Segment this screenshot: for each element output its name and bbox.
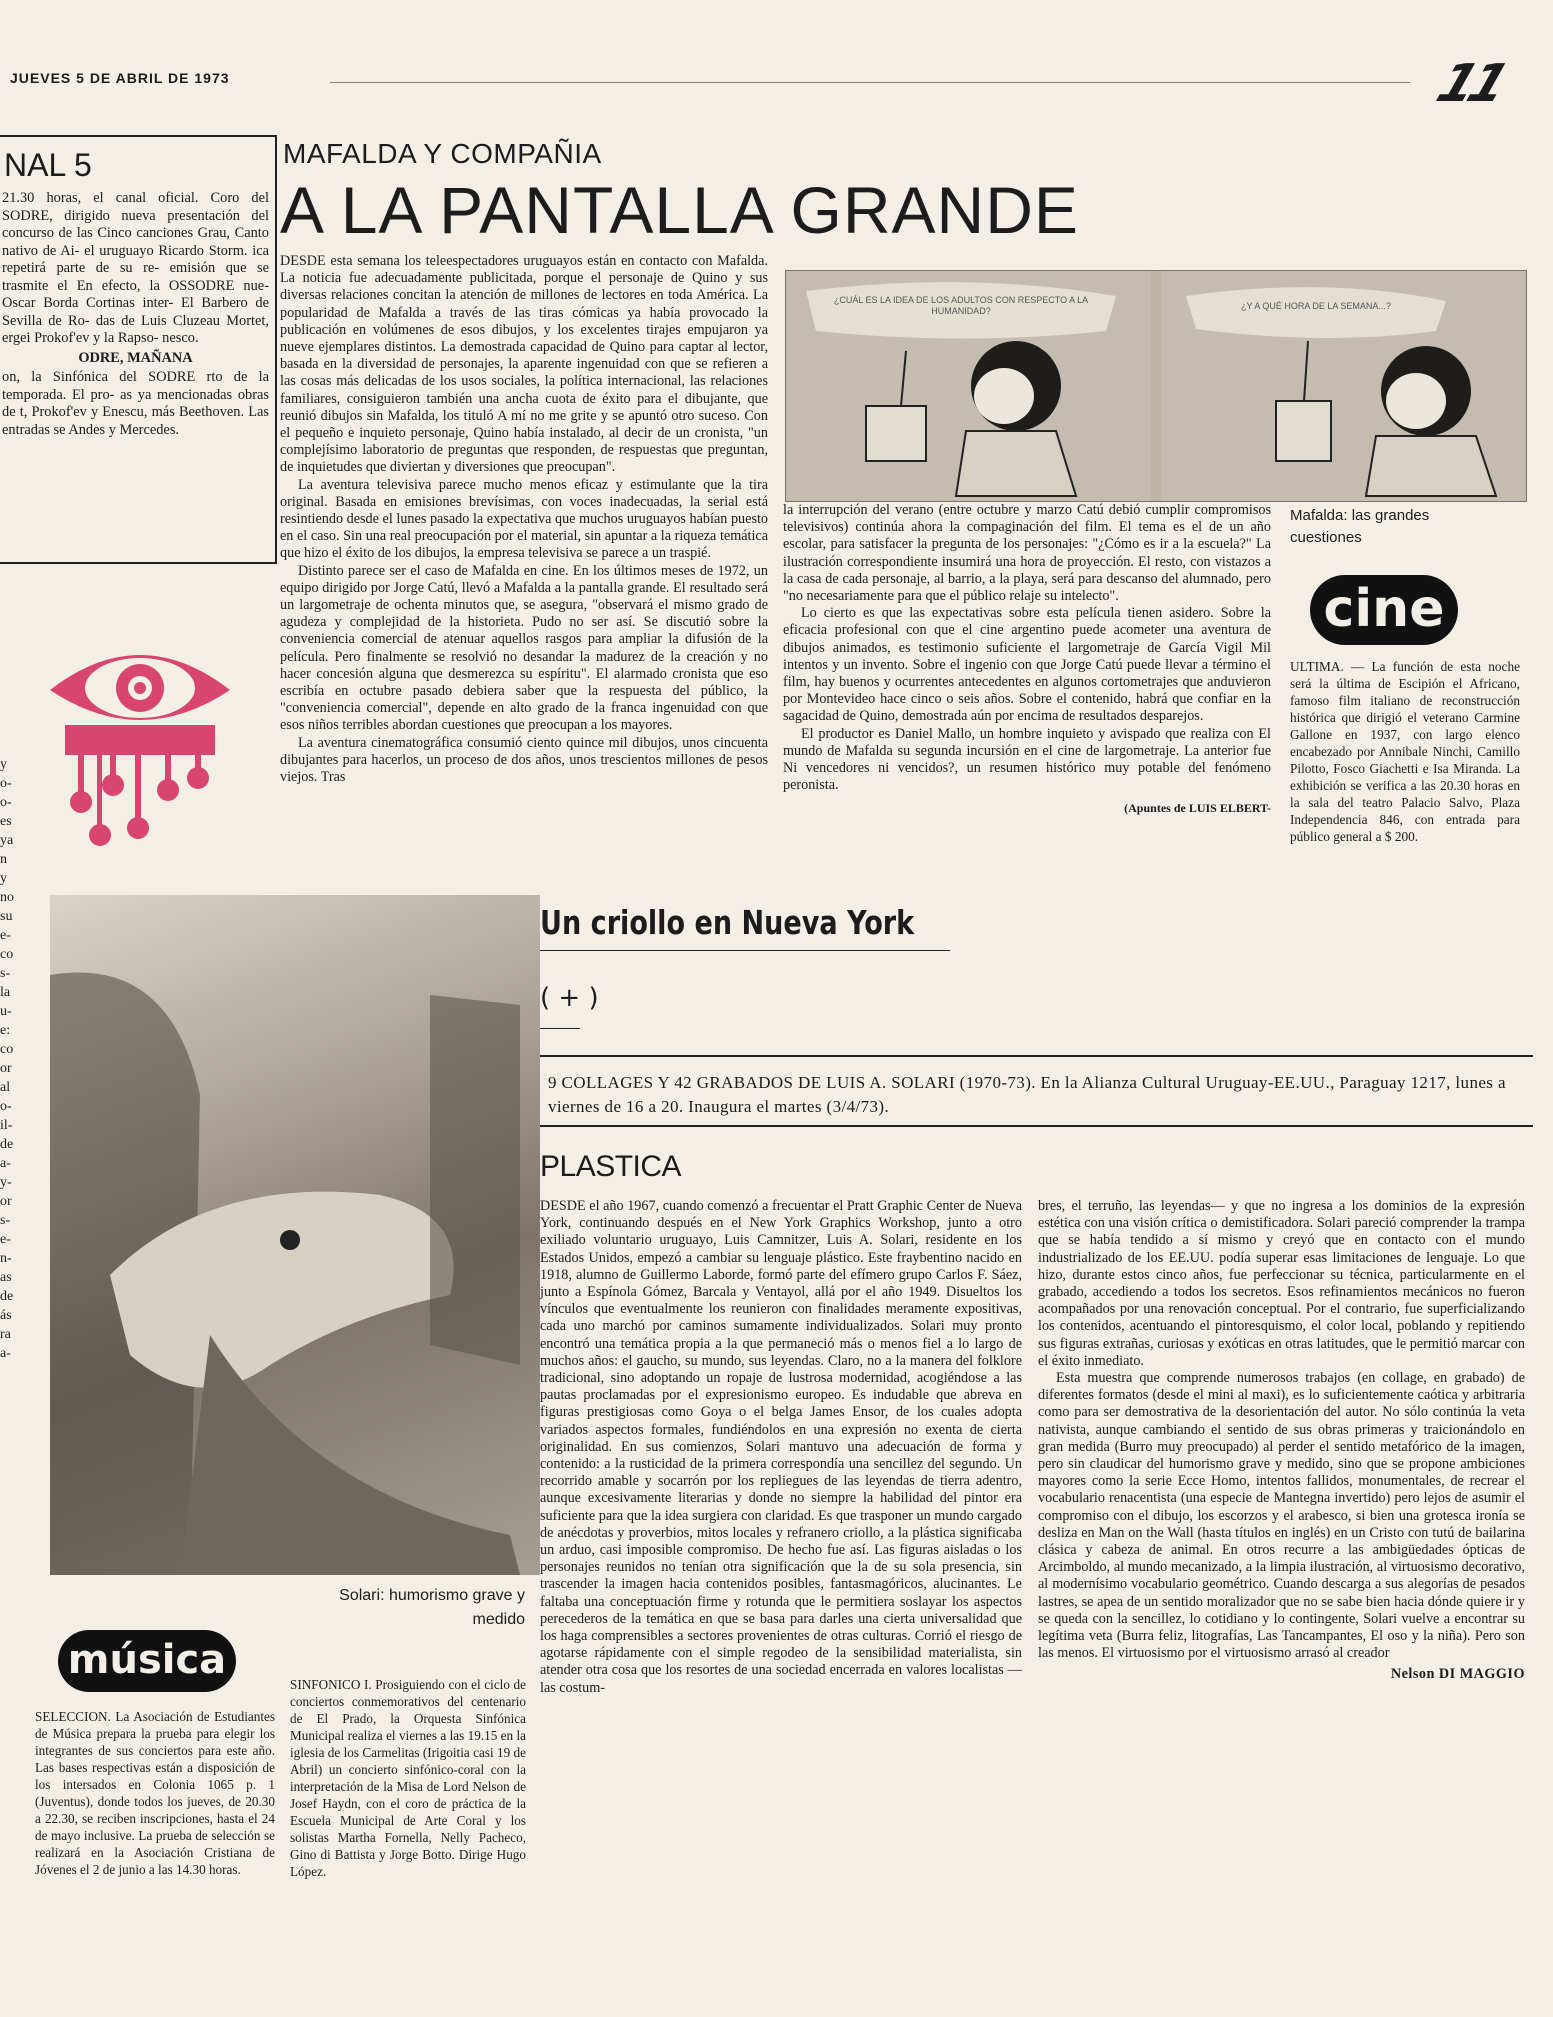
headline-rule	[540, 950, 950, 951]
edge-fragment: no	[0, 890, 14, 905]
solari-headline: Un criollo en Nueva York	[540, 903, 915, 942]
mafalda-byline: (Apuntes de LUIS ELBERT-	[1124, 801, 1271, 816]
edge-fragment: la	[0, 985, 11, 1000]
exhibition-box	[540, 1055, 1533, 1127]
edge-fragment: a-	[0, 1346, 11, 1361]
rating-mark: ( + )	[540, 983, 599, 1013]
edge-fragment: e:	[0, 1023, 11, 1038]
edge-fragment: n	[0, 852, 7, 867]
edge-fragment: as	[0, 1270, 12, 1285]
edge-fragment: su	[0, 909, 13, 924]
artwork-shapes	[50, 895, 540, 1575]
edge-fragment: il-	[0, 1118, 13, 1133]
mafalda-headline: A LA PANTALLA GRANDE	[280, 173, 1079, 247]
date-line: JUEVES 5 DE ABRIL DE 1973	[10, 70, 230, 86]
edge-fragment: o-	[0, 1099, 12, 1114]
tv-box	[0, 135, 277, 564]
header-rule	[330, 82, 1410, 83]
eye-illustration	[40, 630, 240, 850]
edge-fragment: co	[0, 947, 14, 962]
photo-caption: Solari: humorismo grave y medido	[339, 1587, 525, 1628]
mafalda-p2: La aventura televisiva parece mucho menos eficaz y estimulante que la tira original. Basada en emisiones brevísimas, con voces inadecuadas, la serial está resintiendo desde el lunes pasado la expectativa que muchos uruguayos habían puesto en el caso. Sin una real preocupación por el material, sin apuntar a la riqueza temática que hizo el éxito de los dibujos, la empresa televisiva se parece a un traspié.	[280, 476, 768, 562]
section-plastica: PLASTICA	[540, 1150, 682, 1183]
solari-p3: Esta muestra que comprende numerosos trabajos (en collage, en grabado) de diferentes formatos (desde el mini al maxi), es lo suficientemente caótica y arbitraria como para ser demostrativa de la desorientación del autor. No sólo continúa la veta nativista, aunque cambiando el sentido de sus obras primeras y traicionándolo en gran medida (Burro muy preocupado) al perder el sentido metafórico de la imagen, pero sin claudicar del humorismo grave y medido, sino que se propone ambiciones mayores como la serie Ecce Homo, intentos fallidos, monumentales, de recrear el vocabulario renacentista (una especie de Mantegna invertido) pero lejos de asumir el compromiso con el dibujo, los escorzos y el arabesco, si bien una grotesca ironía se desliza en Man on the Wall (hasta títulos en inglés) en un Cristo con tutú de bailarina clásica y cabeza de animal. En otros recurre a las ambigüedades ópticas de Arcimboldo, al mundo mecanizado, a la limpia ilustración, al virtuosismo decorativo, al modernísimo vocabulario geométrico. Cuando descarga a sus alegorías de pesados lastres, se apea de un sentido moralizador que no se sabe bien hacia dónde quiere ir y se queda con la sencillez, lo cotidiano y lo contingente, Solari vuelve a encontrar su legítima veta (Burra feliz, litografías, Las Tancampantes, El oso y la niña). Pero son las menos. El virtuosismo por el virtuosismo arrasó al creador	[1038, 1370, 1525, 1662]
edge-fragment: y-	[0, 1175, 12, 1190]
mafalda-col1	[280, 253, 768, 786]
edge-fragment: u-	[0, 1004, 12, 1019]
edge-fragment: y	[0, 757, 7, 772]
musica-col2: SINFONICO I. Prosiguiendo con el ciclo de conciertos conmemorativos del centenario de El Prado, la Orquesta Sinfónica Municipal realiza el viernes a las 19.15 en la iglesia de los Carmelitas (Irigoitia casi 19 de Abril) un concierto sinfónico-coral con la interpretación de la Misa de Lord Nelson de Josef Haydn, con el coro de práctica de la Escuela Municipal de Arte Coral y los solistas Martha Fornella, Nelly Pacheco, Gino di Battista y Jorge Botto. Dirige Hugo López.	[290, 1677, 526, 1879]
hanging-drops	[70, 750, 209, 846]
mafalda-strip	[785, 270, 1527, 502]
edge-fragment: a-	[0, 1156, 11, 1171]
edge-fragment: o-	[0, 795, 12, 810]
solari-p2: bres, el terruño, las leyendas— y que no ingresa a los dominios de la expresión estética con una visión crítica o demistificadora. Solari pareció comprender la trampa que se había tendido a sí mismo y creyó que en contacto con el mundo industrializado de los EE.UU. podía superar esas limitaciones de lenguaje. Lo que hizo, durante estos cinco años, fue perfeccionar su técnica, particularmente en el grabado, accediendo a todos los secretos. Esos refinamientos mecánicos no fueron acompañados por una renovación conceptual. Por el contrario, fue superficializando los contenidos, acentuando el pintoresquismo, el color local, poblando y repitiendo sus figuras extrañas, curiosas y exóticas en otras latitudes, que le permitió marcar con el éxito inmediato.	[1038, 1198, 1525, 1369]
edge-fragment: or	[0, 1194, 12, 1209]
page-number: 11	[1429, 54, 1512, 114]
edge-fragment: ra	[0, 1327, 11, 1342]
left-edge-fragments	[0, 755, 22, 1363]
solari-artwork-photo	[50, 895, 540, 1575]
edge-fragment: s-	[0, 1213, 11, 1228]
musica-col1: SELECCION. La Asociación de Estudiantes de Música prepara la prueba para elegir los integrantes de sus conciertos para este año. Las bases respectivas están a disposición de los intersados en Colonia 1065 p. 1 (Juventus), donde todos los jueves, de 20.30 a 22.30, se reciben inscripciones, hasta el 24 de mayo inclusive. La prueba de selección se realizará en la Asociación Cristiana de Jóvenes el 2 de junio a las 14.30 horas.	[35, 1709, 275, 1877]
cine-badge: cine	[1310, 575, 1458, 645]
edge-fragment: or	[0, 1061, 12, 1076]
mafalda-p3: Distinto parece ser el caso de Mafalda en cine. En los últimos meses de 1972, un equipo dirigido por Jorge Catú, llevó a Mafalda a la pantalla grande. El resultado será un largometraje de ochenta minutos que, se asegura, "observará el mismo grado de agudeza y complejidad de la historieta. Pudo no ser así. Se discutió sobre la conveniencia comercial de atenuar aquellos rasgos para ampliar la difusión de la película. Pero finalmente se resolvió no desandar la madurez de la creación y no hacer concesión alguna que desmerezca su espíritu". El alarmado cronista que eso escribía en octubre pasado debiera saber que la respuesta del público, la "conveniencia comercial", depende en alto grado de la franca ingenuidad con que esos niños terribles abordan cuestiones que preocupan a los mayores.	[280, 562, 768, 734]
mafalda-col2	[783, 502, 1271, 818]
mafalda-p1: DESDE esta semana los teleespectadores uruguayos están en contacto con Mafalda. La noticia fue adecuadamente publicitada, porque el personaje de Quino y sus diversas relaciones concitan la atención de millones de lectores en toda América. La popularidad de Mafalda a través de las tiras cómicas ya había provocado la publicación en volúmenes de esos dibujos, y los excelentes tirajes empujaron ya nueve ejemplares distintos. La demostrada capacidad de Quino para captar al lector, basada en la diversidad de personajes, la aparente ingenuidad con que se refieren a las cosas más delicadas de los usos sociales, la política internacional, las relaciones familiares, consiguieron también una ancha cuota de éxito para el dibujante, que reunió dibujos sin Mafalda, los tituló A mí no me grite y se apuntó otro suceso. Con el pequeño e inquieto personaje, Quino había instalado, al decir de un cronista, "un complejísimo laboratorio de preguntas que responden, de respuestas que preguntan, de inquietudes que diviertan y diversiones que preocupan".	[280, 253, 768, 476]
tv-title: NAL 5	[4, 147, 92, 183]
balloon-left: ¿CUÁL ES LA IDEA DE LOS ADULTOS CON RESPECTO A LA HUMANIDAD?	[833, 295, 1089, 316]
tv-subhead: ODRE, MAÑANA	[78, 349, 193, 366]
solari-p1: DESDE el año 1967, cuando comenzó a frecuentar el Pratt Graphic Center de Nueva York, continuando después en el New York Graphics Workshop, junto a otro exiliado voluntario uruguayo, Luis Camnitzer, Luis A. Solari, residente en los Estados Unidos, empezó a cambiar su lenguaje plástico. Este fraybentino nacido en 1918, alumno de Guillermo Laborde, formó parte del efímero grupo Carlos F. Sáez, junto a Espínola Gómez, Barcala y Ventayol, allá por el año 1949. Disueltos los vínculos que eventualmente los reunieron con finalidades meramente expositivas, cada uno marchó por caminos sumamente individualizados. Solari muy pronto encontró una temática propia a la que permaneció más o menos fiel a lo largo de muchos años: el gaucho, su mundo, sus leyendas. Claro, no a la manera del folklore tradicional, sino adoptando un ropaje de lustrosa modernidad, acogiéndose a las pautas proclamadas por el expresionismo europeo. Es indudable que abreva en figuras prestigiosas como Goya o el belga James Ensor, de los cuales adopta variados aspectos formales, fundiéndolos en una expresión no exenta de cierta originalidad. En sus comienzos, Solari mantuvo una adecuación de forma y contenido: a la rusticidad de la primera correspondía una sencillez del segundo. Un recorrido amable y socarrón por los repliegues de las leyendas de tierra adentro, aunque excesivamente literarias y donde no siempre la habilidad del pintor era suficiente para que la idea surgiera con claridad. Es que trasponer un mundo cargado de anécdotas y proverbios, mitos locales y refranero criollo, a la plástica significaba un arduo, casi imposible compromiso. De hecho fue así. Las figuras aisladas o los personajes reunidos no tenían otra significación que la de su sola presencia, sin trascender la imagen hacia contenidos posibles, fantasmagóricos, alucinantes. Le faltaba una conceptuación firme y rotunda que le permitiera soslayar los aspectos perecederos de la temática en que se basa para darles una cierta universalidad que los haga comprensibles a sectores provenientes de otras culturas. Corrió el riesgo de agotarse rápidamente con el simple regodeo de la sensibilidad materialista, sin atender otra cosa que los resortes de una sociedad encerrada en valores localistas —las costum-	[540, 1198, 1022, 1696]
mafalda-kicker: MAFALDA Y COMPAÑIA	[283, 138, 602, 169]
edge-fragment: al	[0, 1080, 11, 1095]
solari-col2	[1038, 1198, 1525, 1684]
solari-byline: Nelson DI MAGGIO	[1390, 1666, 1525, 1683]
rating-rule	[540, 1028, 580, 1029]
edge-fragment: de	[0, 1137, 14, 1152]
strip-caption: Mafalda: las grandes cuestiones	[1290, 507, 1430, 546]
edge-fragment: es	[0, 814, 12, 829]
mafalda-p6: Lo cierto es que las expectativas sobre esta película tienen asidero. Sobre la eficacia profesional con que el cine argentino puede acometer una aventura de dibujos animados, es testimonio suficiente el largometraje de García Vigil Mil intentos y un invento. Sobre el ingenio con que Jorge Catú puede llevar a término el film, hay buenos y ocurrentes antecedentes en algunos cortometrajes que anduvieron por Montevideo hace cinco o seis años. Sobre el contenido, habrá que confiar en la sagacidad de Quino, demostrada aún por encima de resultados desparejos.	[783, 605, 1271, 725]
balloon-right: ¿Y A QUÉ HORA DE LA SEMANA...?	[1241, 301, 1391, 311]
edge-fragment: co	[0, 1042, 14, 1057]
edge-fragment: o-	[0, 776, 12, 791]
edge-fragment: ya	[0, 833, 14, 848]
mafalda-p4: La aventura cinematográfica consumió ciento quince mil dibujos, unos cincuenta dibujantes para hacerlos, un proceso de dos años, unos trescientos millones de pesos viejos. Tras	[280, 734, 768, 786]
edge-fragment: e-	[0, 928, 11, 943]
edge-fragment: de	[0, 1289, 14, 1304]
edge-fragment: s-	[0, 966, 11, 981]
mafalda-p7: El productor es Daniel Mallo, un hombre inquieto y avispado que realiza con El mundo de Mafalda su segunda incursión en el cine de largometraje. La anterior fue Ni vencedores ni vencidos?, un resumen histórico muy potable del fenómeno peronista.	[783, 725, 1271, 794]
edge-fragment: n-	[0, 1251, 12, 1266]
edge-fragment: ás	[0, 1308, 12, 1323]
tv-body: on, la Sinfónica del SODRE rto de la temporada. El pro- as ya mencionadas obras de t, Prokof'ev y Enescu, más Beethoven. Las entradas se Andes y Mercedes.	[2, 369, 269, 438]
cine-text: ULTIMA. — La función de esta noche será la última de Escipión el Africano, famoso film italiano de reconstrucción histórica que dirigió el veterano Carmine Gallone en 1937, con largo elenco encabezado por Annibale Ninchi, Camillo Pilotto, Fosco Giachetti e Isa Miranda. La exhibición se verifica a las 20.30 horas en la sala del teatro Palacio Salvo, Plaza Independencia 846, con entrada para público general a $ 200.	[1290, 659, 1520, 844]
mafalda-p5: la interrupción del verano (entre octubre y marzo Catú debió cumplir compromisos televisivos) continúa ahora la compaginación del film. El tema es el de un año escolar, para satisfacer la pregunta de los personajes: "¿Cómo es ir a la escuela?" La ilustración correspondiente insumirá una hora de proyección. El resto, con vistazos a la casa de cada personaje, al barrio, a la playa, será para descanso del alumnado, pero "no necesariamente para que el público relaje su intelecto".	[783, 502, 1271, 605]
solari-col1	[540, 1198, 1022, 1697]
musica-badge: música	[58, 1630, 236, 1692]
edge-fragment: e-	[0, 1232, 11, 1247]
tv-intro: 21.30 horas, el canal oficial. Coro del SODRE, dirigido nueva presentación del concurso de las Cinco canciones Grau, Canto nativo de Ai- el uruguayo Ricardo Storm. ica repetirá parte de su re- emisión que se trasmite el En efecto, la OSSODRE nue- Oscar Borda Cortinas inter- El Barbero de Sevilla de Ro- das de Luis Cluzeau Mortet, ergei Prokof'ev y la Rapso- nesco.	[2, 190, 269, 346]
edge-fragment: y	[0, 871, 7, 886]
exhibition-info: 9 COLLAGES Y 42 GRABADOS DE LUIS A. SOLARI (1970-73). En la Alianza Cultural Uruguay-EE.UU., Paraguay 1217, lunes a viernes de 16 a 20. Inaugura el martes (3/4/73).	[548, 1073, 1506, 1116]
